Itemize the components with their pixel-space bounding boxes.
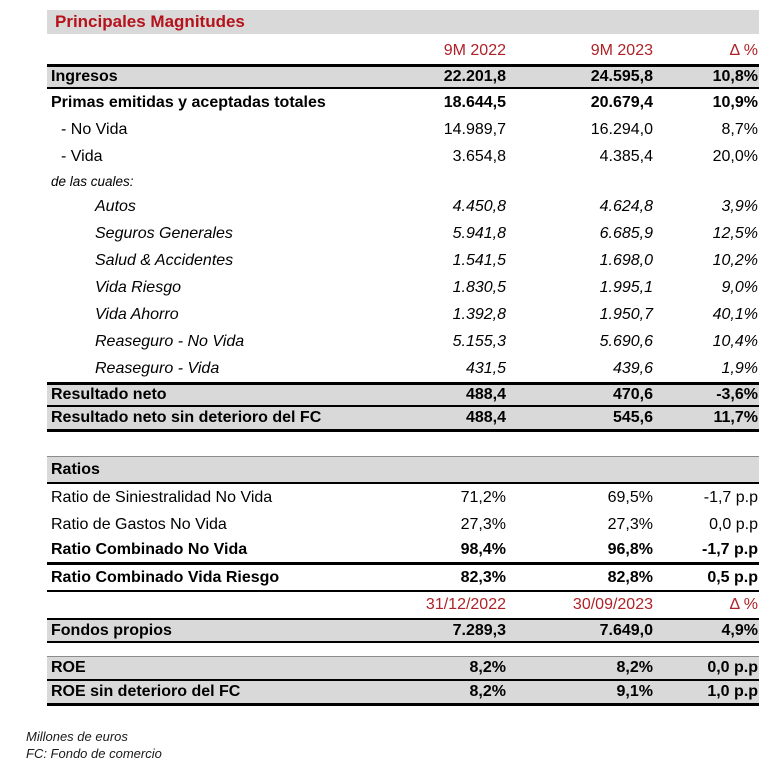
- row-label: Reaseguro - No Vida: [95, 332, 245, 350]
- cell-value: 1.698,0: [599, 251, 653, 269]
- table-row: [47, 407, 759, 432]
- ratios-section-header: Ratios: [47, 456, 759, 484]
- row-label: ROE sin deterioro del FC: [51, 683, 241, 700]
- cell-value: 8,7%: [721, 120, 758, 138]
- row-label: Seguros Generales: [95, 224, 233, 242]
- table-row: [47, 64, 759, 89]
- table-row: [47, 89, 759, 116]
- row-label: Resultado neto sin deterioro del FC: [51, 409, 322, 426]
- row-label: Vida Ahorro: [95, 305, 179, 323]
- table-row: [47, 656, 759, 681]
- row-label: Ratio Combinado Vida Riesgo: [51, 568, 280, 586]
- cell-value: -1,7 p.p: [703, 488, 758, 506]
- main-table-rows: [47, 64, 759, 432]
- cell-value: 8,2%: [616, 659, 653, 676]
- row-label: Resultado neto: [51, 386, 167, 403]
- cell-value: 27,3%: [607, 515, 653, 533]
- table-title: Principales Magnitudes: [47, 10, 759, 34]
- table-row: [47, 193, 759, 220]
- cell-value: 7.649,0: [599, 621, 653, 639]
- cell-value: 10,9%: [712, 93, 758, 111]
- cell-value: 98,4%: [460, 541, 506, 558]
- cell-value: 1.995,1: [599, 278, 653, 296]
- cell-value: 82,8%: [607, 568, 653, 586]
- cell-value: 7.289,3: [452, 621, 506, 639]
- cell-value: 1.830,5: [452, 278, 506, 296]
- cell-value: 6.685,9: [599, 224, 653, 242]
- column-header-31-12-2022: 31/12/2022: [425, 596, 506, 613]
- cell-value: 545,6: [612, 409, 653, 426]
- cell-value: 11,7%: [713, 409, 758, 426]
- table-row: [47, 484, 759, 511]
- row-label: de las cuales:: [51, 174, 134, 189]
- column-header-9m-2023: 9M 2023: [590, 42, 653, 59]
- cell-value: 12,5%: [712, 224, 758, 242]
- row-label: - No Vida: [61, 120, 128, 138]
- cell-value: 470,6: [612, 386, 653, 403]
- cell-value: 1,0 p.p: [707, 683, 758, 700]
- cell-value: 1.541,5: [452, 251, 506, 269]
- cell-value: 4,9%: [721, 621, 758, 639]
- cell-value: 4.624,8: [599, 197, 653, 215]
- table-row: [47, 170, 759, 193]
- cell-value: 5.155,3: [452, 332, 506, 350]
- cell-value: 96,8%: [607, 541, 653, 558]
- column-header-delta-pct: Δ %: [729, 42, 758, 59]
- cell-value: 439,6: [612, 359, 653, 377]
- ratios-table-rows: [47, 484, 759, 592]
- cell-value: 27,3%: [460, 515, 506, 533]
- cell-value: 20,0%: [712, 147, 758, 165]
- table-row: [47, 618, 759, 643]
- cell-value: 22.201,8: [443, 68, 506, 85]
- principales-magnitudes-table: [47, 10, 759, 706]
- footnotes: [26, 728, 162, 761]
- cell-value: 9,0%: [721, 278, 758, 296]
- row-label: ROE: [51, 659, 86, 676]
- table-row: [47, 274, 759, 301]
- cell-value: 431,5: [465, 359, 506, 377]
- cell-value: 1,9%: [721, 359, 758, 377]
- cell-value: 488,4: [465, 386, 506, 403]
- column-header-30-09-2023: 30/09/2023: [572, 596, 653, 613]
- row-label: Reaseguro - Vida: [95, 359, 220, 377]
- cell-value: 4.450,8: [452, 197, 506, 215]
- balance-column-header-row: [47, 592, 759, 618]
- table-row: [47, 565, 759, 592]
- cell-value: 82,3%: [460, 568, 506, 586]
- cell-value: 20.679,4: [590, 93, 653, 111]
- main-column-header-row: [47, 38, 759, 64]
- cell-value: 8,2%: [469, 659, 506, 676]
- cell-value: -1,7 p.p: [701, 541, 758, 558]
- table-row: [47, 681, 759, 706]
- cell-value: 3.654,8: [452, 147, 506, 165]
- balance-table-rows: [47, 618, 759, 706]
- row-label: Ratio de Siniestralidad No Vida: [51, 488, 273, 506]
- cell-value: 10,4%: [712, 332, 758, 350]
- cell-value: 71,2%: [460, 488, 506, 506]
- table-row: [47, 247, 759, 274]
- column-header-delta-pct: Δ %: [729, 596, 758, 613]
- cell-value: 1.392,8: [452, 305, 506, 323]
- row-label: - Vida: [61, 147, 103, 165]
- table-row: [47, 355, 759, 382]
- footnote-fc-definition: FC: Fondo de comercio: [26, 746, 162, 761]
- section-gap: [47, 432, 759, 456]
- row-label: Ratio de Gastos No Vida: [51, 515, 227, 533]
- cell-value: 9,1%: [616, 683, 653, 700]
- table-row: [47, 538, 759, 565]
- cell-value: 24.595,8: [590, 68, 653, 85]
- cell-value: 0,0 p.p: [707, 659, 758, 676]
- table-row: [47, 220, 759, 247]
- cell-value: 69,5%: [607, 488, 653, 506]
- cell-value: 1.950,7: [599, 305, 653, 323]
- footnote-units: Millones de euros: [26, 729, 128, 744]
- cell-value: 10,2%: [712, 251, 758, 269]
- cell-value: 18.644,5: [443, 93, 506, 111]
- table-row: [47, 382, 759, 407]
- cell-value: 16.294,0: [590, 120, 653, 138]
- row-label: Autos: [95, 197, 136, 215]
- cell-value: 8,2%: [469, 683, 506, 700]
- table-row: [47, 301, 759, 328]
- row-label: Ingresos: [51, 68, 118, 85]
- cell-value: 0,0 p.p: [709, 515, 758, 533]
- cell-value: 5.690,6: [599, 332, 653, 350]
- cell-value: 14.989,7: [443, 120, 506, 138]
- table-row: [47, 116, 759, 143]
- column-header-9m-2022: 9M 2022: [443, 42, 506, 59]
- row-label: Salud & Accidentes: [95, 251, 234, 269]
- cell-value: -3,6%: [716, 386, 758, 403]
- table-row: [47, 511, 759, 538]
- cell-value: 4.385,4: [599, 147, 653, 165]
- row-label: Primas emitidas y aceptadas totales: [51, 93, 326, 111]
- cell-value: 488,4: [465, 409, 506, 426]
- row-label: Ratio Combinado No Vida: [51, 541, 248, 558]
- table-row: [47, 328, 759, 355]
- row-label: Fondos propios: [51, 621, 172, 639]
- cell-value: 40,1%: [712, 305, 758, 323]
- cell-value: 3,9%: [721, 197, 758, 215]
- cell-value: 0,5 p.p: [707, 568, 758, 586]
- cell-value: 10,8%: [712, 68, 758, 85]
- row-label: Vida Riesgo: [95, 278, 181, 296]
- cell-value: 5.941,8: [452, 224, 506, 242]
- table-row: [47, 143, 759, 170]
